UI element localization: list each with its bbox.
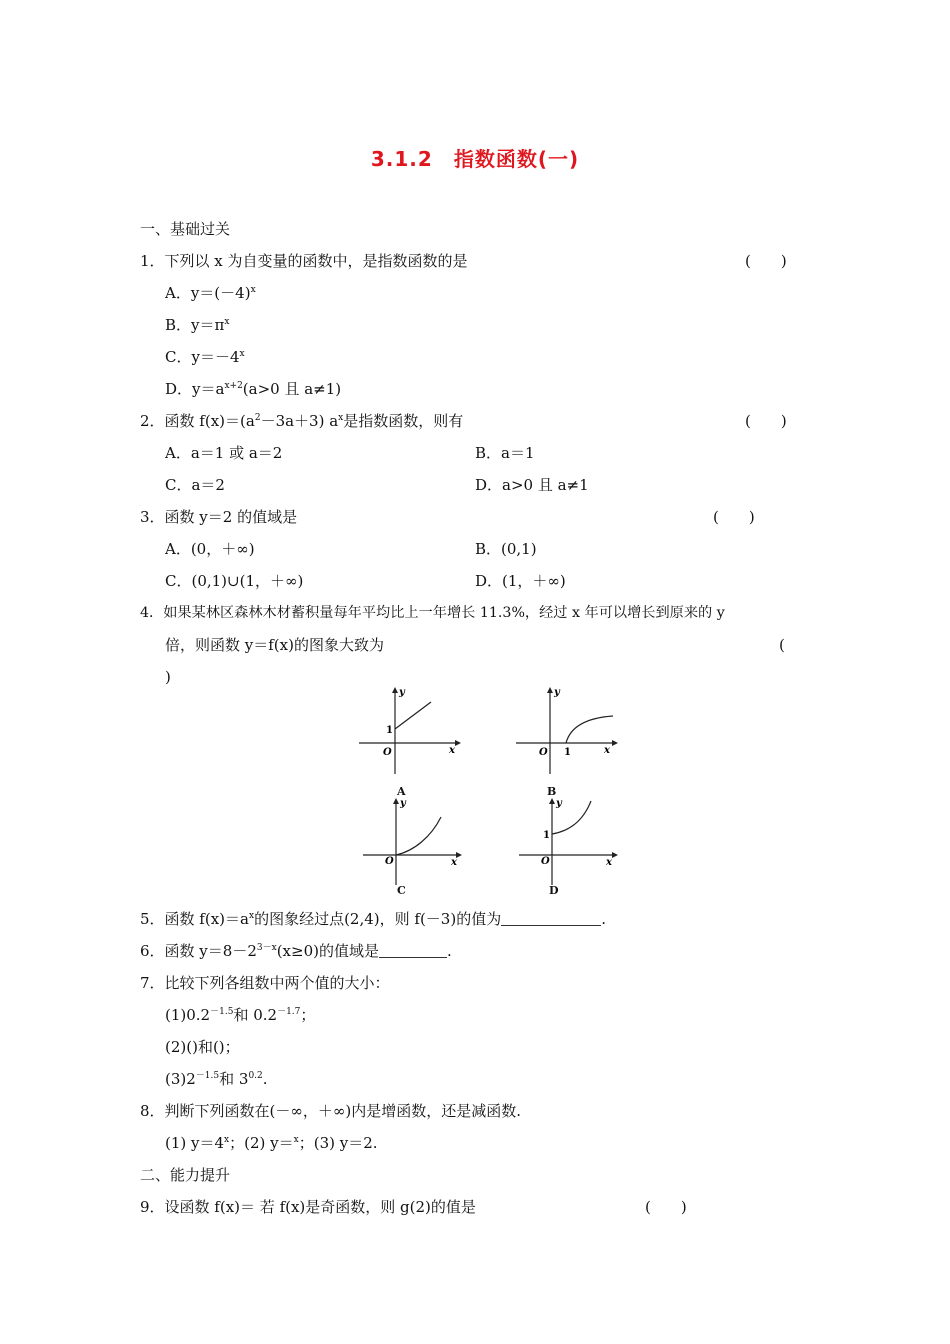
q4-line2: 倍，则函数 y＝f(x)的图象大致为 (165, 636, 384, 654)
q2-option-a: A．a＝1 或 a＝2 (165, 444, 283, 462)
q4-paren-close: ) (165, 668, 171, 686)
graph-a (355, 686, 465, 778)
graph-a-y-label: y (399, 687, 405, 698)
graph-d-y-arrow (549, 798, 555, 804)
q3-stem: 3．函数 y＝2 的值域是 (140, 508, 298, 526)
graph-d (515, 795, 625, 887)
q3-answer-paren: ( ) (713, 508, 755, 526)
graph-a-x-label: x (449, 745, 455, 756)
q4-paren-open: ( (779, 636, 785, 654)
q1-option-c: C．$y=-4^x$ (165, 348, 245, 366)
section-basic: 一、基础过关 (140, 220, 231, 238)
graph-a-caption: A (397, 785, 406, 798)
q9-stem: 9．设函数 f(x)＝ 若 f(x)是奇函数，则 g(2)的值是 (140, 1198, 476, 1216)
graph-c-curve (396, 817, 441, 855)
q1-option-b: B．$y=\pi^x$ (165, 316, 230, 334)
graph-d-origin: O (541, 856, 550, 867)
q5-blank[interactable] (501, 925, 601, 926)
page-title: 3.1.2 指数函数(一) (370, 147, 580, 171)
q5-stem: 5．函数 $f(x)=a^x$的图象经过点(2,4)，则 f(－3)的值为 . (140, 910, 606, 928)
graph-a-one: 1 (386, 725, 393, 736)
q3-option-a: A．(0，＋∞) (165, 540, 255, 558)
graph-d-one: 1 (543, 830, 550, 841)
graph-b-y-arrow (547, 687, 553, 693)
q6-blank[interactable] (379, 957, 447, 958)
q2-answer-paren: ( ) (745, 412, 787, 430)
graph-b-y-label: y (554, 687, 560, 698)
graph-c-y-arrow (393, 798, 399, 804)
graph-b-x-label: x (604, 745, 610, 756)
graph-b-x-arrow (612, 740, 618, 746)
section-advanced: 二、能力提升 (140, 1166, 231, 1184)
graph-a-x-arrow (455, 740, 461, 746)
q4-line1: 4．如果某林区森林木材蓄积量每年平均比上一年增长 11.3%，经过 x 年可以增长到原来的 y (140, 605, 725, 621)
q3-option-d: D．(1，＋∞) (475, 572, 566, 590)
graph-c-caption: C (397, 884, 406, 897)
q1-option-d: D．$y=a^{x+2}(a>0$ 且 a≠1) (165, 380, 342, 398)
graph-a-line (395, 702, 431, 729)
q6-stem: 6．函数 $y=8-2^{3-x}(x\ge 0)$的值域是 . (140, 942, 452, 960)
q7-part3: $(3)2^{-1.5}$和 $3^{0.2}$. (165, 1070, 268, 1088)
graph-c-origin: O (385, 856, 394, 867)
graph-c-y-label: y (400, 798, 406, 809)
graph-c-x-label: x (451, 857, 457, 868)
q7-stem: 7．比较下列各组数中两个值的大小： (140, 974, 390, 992)
graph-b-caption: B (547, 785, 557, 798)
q3-option-c: C．(0,1)∪(1，＋∞) (165, 572, 304, 590)
graph-b-curve (566, 716, 613, 743)
graph-b-origin: O (539, 747, 548, 758)
graph-d-caption: D (549, 884, 559, 897)
q8-parts: (1) $y=4^x$；(2) y＝$^x$；(3) y＝2. (165, 1134, 378, 1152)
graph-b (512, 686, 622, 778)
graph-d-y-label: y (556, 798, 562, 809)
q9-answer-paren: ( ) (645, 1198, 687, 1216)
q1-answer-paren: ( ) (745, 252, 787, 270)
graph-d-x-arrow (612, 852, 618, 858)
q2-option-b: B．a＝1 (475, 444, 535, 462)
graph-b-one: 1 (564, 747, 571, 758)
graph-a-origin: O (383, 747, 392, 758)
q8-stem: 8．判断下列函数在(－∞，＋∞)内是增函数，还是减函数. (140, 1102, 522, 1120)
graph-d-x-label: x (606, 857, 612, 868)
q1-stem: 1．下列以 x 为自变量的函数中，是指数函数的是 (140, 252, 468, 270)
q2-stem: 2．函数 $f(x)=(a^2-3a+3)$ $a^x$是指数函数，则有 (140, 412, 464, 430)
q3-option-b: B．(0,1) (475, 540, 537, 558)
q1-option-a: A．$y=(-4)^x$ (165, 284, 256, 302)
q7-part1: $(1)0.2^{-1.5}$和 $0.2^{-1.7}$； (165, 1006, 316, 1024)
q7-part2: (2)()和()； (165, 1038, 240, 1056)
graph-c (359, 795, 469, 887)
q2-option-c: C．a＝2 (165, 476, 225, 494)
graph-a-y-arrow (392, 687, 398, 693)
q2-option-d: D．a>0 且 a≠1 (475, 476, 589, 494)
